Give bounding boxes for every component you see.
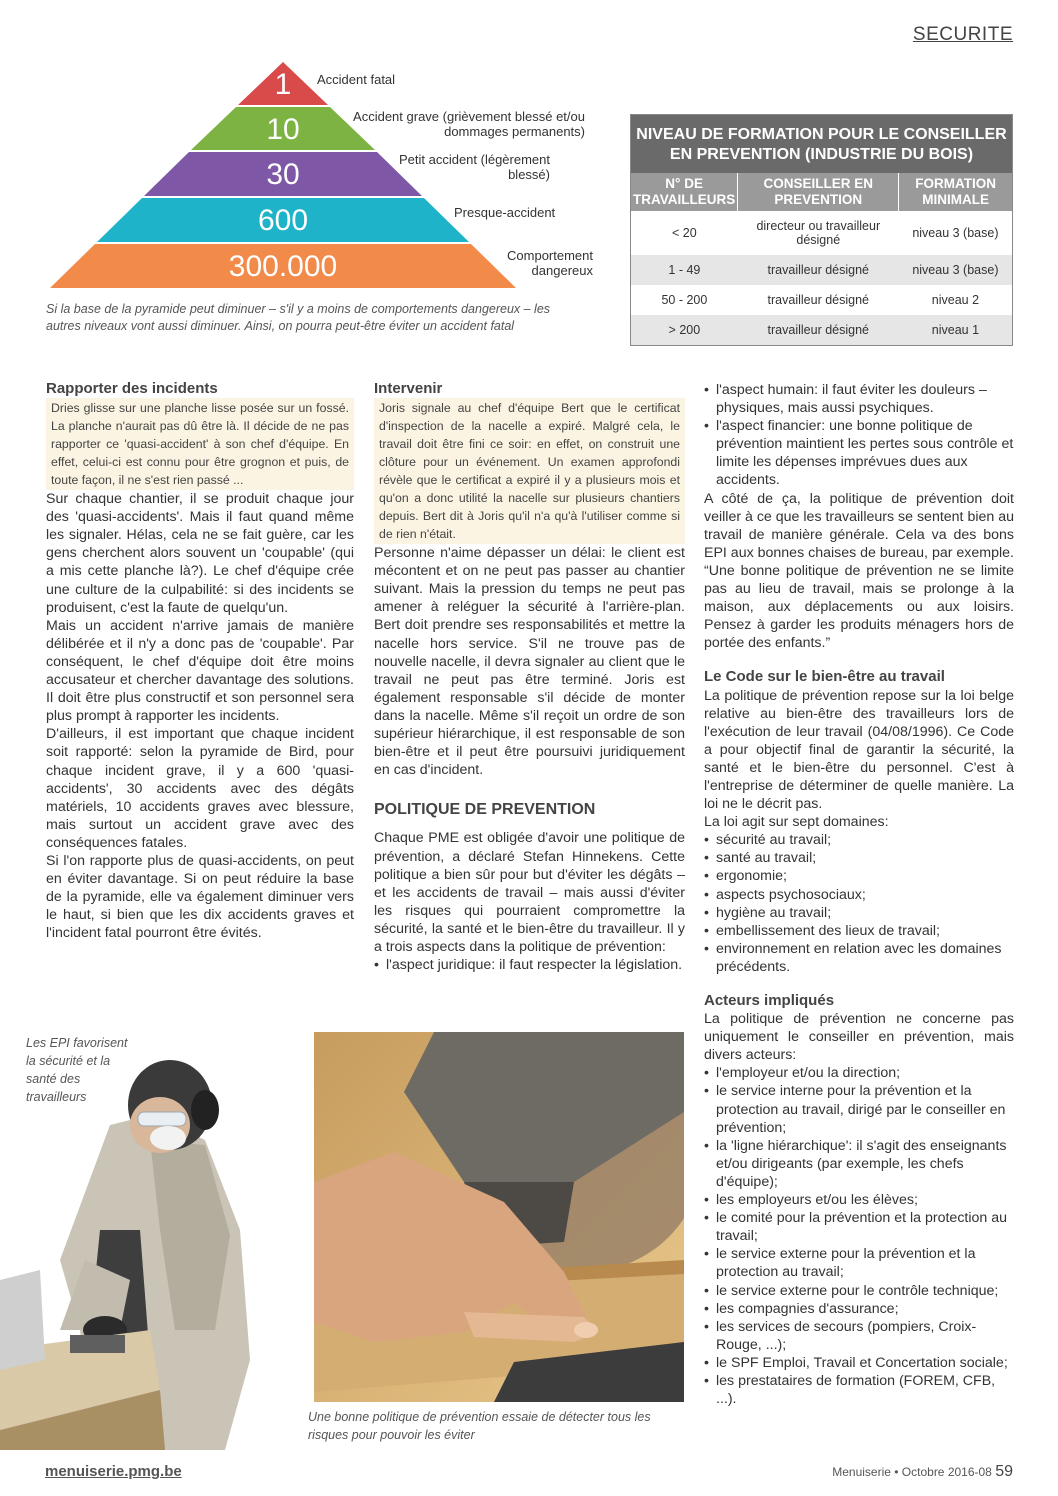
column-2: [374, 380, 685, 974]
paragraph: D'ailleurs, il est important que chaque incident soit rapporté: selon la pyramide de Bird, pour chaque incident grave, il y a 600 'quasi-accidents', 30 accidents avec des dégâts matériels, 10 accidents graves avec blessure, mais surtout un accident grave avec des conséquences fatales.: [46, 726, 354, 851]
pyramid-value-3: 30: [266, 158, 300, 191]
list-item: • la 'ligne hiérarchique': il s'agit des enseignants et/ou dirigeants (par exemple, les chefs d'équipe);: [704, 1137, 1014, 1191]
table-cell: travailleur désigné: [767, 293, 869, 307]
paragraph: La loi agit sur sept domaines:: [704, 814, 889, 831]
paragraph: Si l'on rapporte plus de quasi-accidents, on peut en éviter davantage. Si on peut réduire la base de la pyramide, elle va également diminuer vers le haut, si bien que les dix accidents graves et l'incident fatal pourront être évités.: [46, 852, 354, 942]
list-item: • embellissement des lieux de travail;: [704, 922, 1014, 940]
photo-caption-ppe: Les EPI favorisent la sécurité et la santé des travailleurs: [26, 1036, 128, 1104]
heading-politique: POLITIQUE DE PREVENTION: [374, 801, 596, 819]
paragraph: La politique de prévention ne concerne pas uniquement le conseiller en prévention, mais divers acteurs:: [704, 1011, 1014, 1064]
list-item: • le service interne pour la prévention et la protection au travail, dirigé par le conseiller en prévention;: [704, 1082, 1014, 1136]
list-item: • les employeurs et/ou les élèves;: [704, 1191, 1014, 1209]
pyramid-value-1: 1: [274, 68, 292, 101]
footer-magazine-info: [832, 1463, 1013, 1481]
table-cell: directeur ou travailleur désigné: [756, 219, 881, 247]
pyramid-label-4: Presque-accident: [454, 205, 556, 220]
list-item: • hygiène au travail;: [704, 904, 1014, 922]
table-header-advisor: CONSEILLER EN PREVENTION: [738, 173, 899, 211]
list-item: • aspects psychosociaux;: [704, 886, 1014, 904]
list-item: • sécurité au travail;: [704, 831, 1014, 849]
pyramid-label-2: Accident grave (grièvement blessé et/ou dommages permanents): [353, 109, 585, 139]
table-cell: travailleur désigné: [738, 255, 899, 285]
pyramid-container: [45, 60, 605, 290]
pyramid-value-5: 300.000: [228, 250, 338, 283]
list-item: • ergonomie;: [704, 867, 1014, 885]
table-cell: niveau 3 (base): [912, 226, 999, 240]
list-item: • le service externe pour le contrôle technique;: [704, 1282, 1014, 1300]
pyramid-caption: Si la base de la pyramide peut diminuer – s'il y a moins de comportements dangereux – les autres niveaux vont aussi diminuer. Ainsi, on pourra peut-être éviter un accident fatal: [46, 302, 551, 333]
list-item: • les services de secours (pompiers, Croix-Rouge, ...);: [704, 1318, 1014, 1354]
paragraph: A côté de ça, la politique de prévention doit veiller à ce que les travailleurs se sentent bien au travail de manière générale. Cela va des bons EPI aux bonnes chaises de bureau, par exemple.: [704, 490, 1014, 561]
footer-magazine-name: Menuiserie • Octobre 2016-08: [832, 1465, 992, 1479]
photo-caption-saw: Une bonne politique de prévention essaie de détecter tous les risques pour pouvoir les éviter: [308, 1410, 651, 1442]
case-box-dries: Dries glisse sur une planche lisse posée sur un fossé. La planche n'aurait pas dû être là. Il décide de ne pas rapporter ce 'quasi-accident' à son chef d'équipe. En effet, celui-ci est connu pour être grognon et puis, de toute façon, il ne s'est rien passé ...: [46, 398, 354, 490]
case-box-joris: Joris signale au chef d'équipe Bert que le certificat d'inspection de la nacelle a expiré. Malgré cela, le travail doit être fini ce soir: en effet, on construit une clôture pour un événement. Un examen approfondi révèle que le certificat a expiré il y a plusieurs mois et qu'on a donc utilité la nacelle sur plusieurs chantiers depuis. Bert dit à Joris qu'il n'a qu'à l'utiliser comme si de rien n'était.: [374, 398, 685, 544]
footer-website-link[interactable]: menuiserie.pmg.be: [45, 1463, 182, 1480]
list-item: • le service externe pour la prévention et la protection au travail;: [704, 1245, 1014, 1281]
training-level-table: [630, 114, 1013, 346]
column-3: [704, 381, 1014, 1408]
list-item: • santé au travail;: [704, 849, 1014, 867]
paragraph: Chaque PME est obligée d'avoir une politique de prévention, a déclaré Stefan Hinnekens. Cette politique a bien sûr pour but d'éviter les dégâts – et les accidents de travail – mais aussi d'éviter les risques qui pourraient compromettre la sécurité, la santé et le bien-être du travailleur. Il y a trois aspects dans la politique de prévention:: [374, 830, 685, 955]
table-cell: niveau 2: [931, 293, 980, 307]
table-cell: < 20: [672, 226, 697, 240]
table-cell: > 200: [631, 315, 738, 345]
table-cell: 50 - 200: [661, 293, 708, 307]
list-item: • l'aspect financier: une bonne politique de prévention maintient les pertes sous contrôle et limite les dépenses imprévues dues aux accidents.: [704, 417, 1014, 489]
list-item: • l'aspect humain: il faut éviter les douleurs – physiques, mais aussi psychiques.: [704, 381, 1014, 417]
heading-acteurs: Acteurs impliqués: [704, 992, 835, 1009]
pyramid-label-5: Comportement dangereux: [507, 248, 593, 278]
table-cell: niveau 3 (base): [899, 255, 1012, 285]
table-cell: niveau 1: [899, 315, 1012, 345]
pyramid-label-3: Petit accident (légèrement blessé): [398, 152, 550, 182]
pyramid-value-4: 600: [257, 204, 309, 237]
table-row: [631, 255, 1012, 285]
list-item: • les prestataires de formation (FOREM, CFB, ...).: [704, 1372, 1014, 1408]
page-number: 59: [995, 1463, 1013, 1480]
table-header-training: FORMATION MINIMALE: [899, 173, 1012, 211]
list-item: • le comité pour la prévention et la protection au travail;: [704, 1209, 1014, 1245]
section-tag: SECURITE: [912, 24, 1013, 45]
paragraph: Mais un accident n'arrive jamais de manière délibérée et il n'y a donc pas de 'coupable'. Par conséquent, le chef d'équipe doit être moins accusateur et chercher davantage des solutions. Il doit être plus constructif et son personnel sera plus prompt à rapporter les incidents.: [46, 617, 354, 725]
paragraph: Sur chaque chantier, il se produit chaque jour des 'quasi-accidents'. Mais il faut quand même les signaler. Hélas, cela ne se fait guère, car les gens cherchent alors souvent un 'coupable' (qui a mis cette planche là?). Le chef d'équipe crée une culture de la culpabilité: si des incidents se produisent, c'est la faute de quelqu'un.: [46, 491, 354, 616]
list-item: • les compagnies d'assurance;: [704, 1300, 1014, 1318]
table-row: [631, 285, 1012, 315]
circular-saw-photo: [314, 1032, 684, 1402]
table-header-workers: N° DE TRAVAILLEURS: [631, 173, 738, 211]
heading-intervenir: Intervenir: [374, 380, 443, 397]
heading-rapporter: Rapporter des incidents: [46, 380, 218, 397]
paragraph: Personne n'aime dépasser un délai: le client est mécontent et on ne peut pas passer au chantier suivant. Mais la pression du temps ne peut pas amener à reléguer la sécurité à l'arrière-plan. Bert doit prendre ses responsabilités et mettre la nacelle hors service. S'il ne trouve pas de nouvelle nacelle, il devra signaler au client que le travail ne peut pas être terminé. Joris est également responsable s'il décide de monter dans la nacelle. Même s'il reçoit un ordre de son supérieur hiérarchique, il est responsable de son bien-être et il peut être poursuivi juridiquement en cas d'incident.: [374, 545, 685, 779]
pyramid-value-2: 10: [266, 113, 300, 146]
table-row: [631, 211, 1012, 255]
paragraph: La politique de prévention repose sur la loi belge relative au bien-être des travailleurs lors de l'exécution de leur travail (04/08/1996). Ce Code a pour objectif final de garantir la sécurité, la santé et le bien-être du personnel. C'est à l'entreprise de déterminer de quelle manière. La loi ne le décrit pas.: [704, 687, 1014, 813]
heading-code-bien-etre: Le Code sur le bien-être au travail: [704, 668, 945, 686]
list-item: • l'aspect juridique: il faut respecter la législation.: [374, 956, 685, 974]
list-item: • le SPF Emploi, Travail et Concertation sociale;: [704, 1354, 1014, 1372]
column-1: [46, 380, 354, 942]
list-item: • l'employeur et/ou la direction;: [704, 1064, 1014, 1082]
paragraph: “Une bonne politique de prévention ne se limite pas au lieu de travail, mais se prolonge à la maison, aux déplacements ou aux loisirs. Pensez à garder les produits ménagers hors de portée des enfants.”: [704, 562, 1014, 652]
table-title: NIVEAU DE FORMATION POUR LE CONSEILLER EN PREVENTION (INDUSTRIE DU BOIS): [631, 115, 1012, 173]
table-cell: travailleur désigné: [738, 315, 899, 345]
list-item: • environnement en relation avec les domaines précédents.: [704, 940, 1014, 976]
table-row: [631, 315, 1012, 345]
pyramid-label-1: Accident fatal: [317, 72, 396, 87]
table-cell: 1 - 49: [631, 255, 738, 285]
